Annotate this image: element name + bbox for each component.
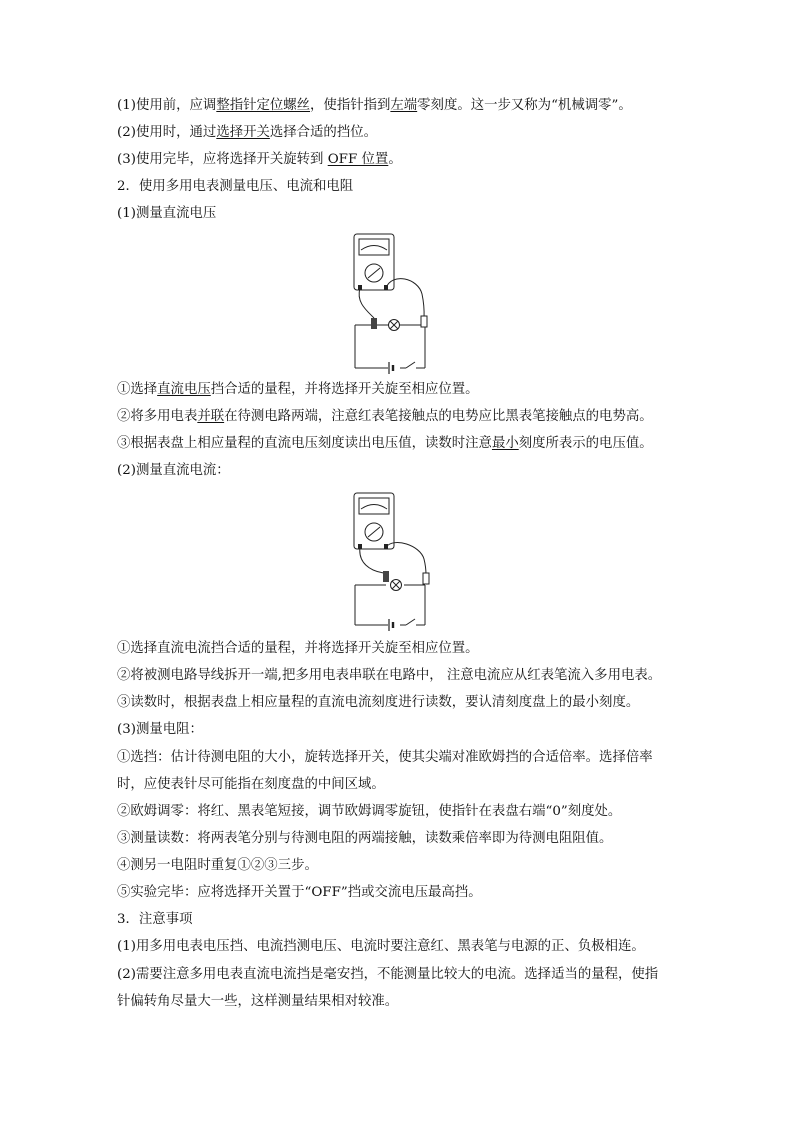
underlined-answer: OFF 位置	[327, 152, 389, 167]
note-2b: 针偏转角尽量大一些，这样测量结果相对较准。	[117, 994, 399, 1009]
text: 。	[388, 152, 402, 167]
meter-dial	[359, 239, 389, 255]
resistance-step-4: ④测另一电阻时重复①②③三步。	[117, 858, 318, 873]
underlined-answer: 整指针定位螺丝	[216, 98, 311, 113]
usage-step-3	[117, 151, 402, 169]
meter-dial	[359, 498, 389, 514]
text: 刻度所表示的电压值。	[518, 436, 653, 451]
section-heading-3: 3．注意事项	[117, 912, 193, 927]
text: ，使指针指到	[310, 98, 391, 113]
resistance-step-3: ③测量读数：将两表笔分别与待测电阻的两端接触，读数乘倍率即为待测电阻阻值。	[117, 831, 613, 846]
resistance-title: (3)测量电阻：	[117, 722, 203, 737]
usage-step-2	[117, 124, 377, 142]
usage-step-1	[117, 97, 632, 115]
text: 挡合适的量程，并将选择开关旋至相应位置。	[210, 382, 479, 397]
current-step-3: ③读数时，根据表盘上相应量程的直流电流刻度进行读数，要认清刻度盘上的最小刻度。	[117, 695, 640, 710]
voltage-step-2	[117, 408, 653, 426]
resistance-step-1b: 时，应使表针尽可能指在刻度盘的中间区域。	[117, 777, 385, 792]
current-step-2: ②将被测电路导线拆开一端,把多用电表串联在电路中， 注意电流应从红表笔流入多用电表。	[117, 668, 662, 683]
underlined-answer: 并联	[197, 409, 225, 424]
switch	[406, 362, 415, 368]
text: ①选择	[117, 382, 158, 397]
note-2a: (2)需要注意多用电表直流电流挡是毫安挡，不能测量比较大的电流。选择适当的量程，使指	[117, 967, 659, 982]
section-heading-2: 2．使用多用电表测量电压、电流和电阻	[117, 179, 354, 194]
text: 选择合适的挡位。	[269, 125, 377, 140]
underlined-answer: 左端	[390, 98, 418, 113]
voltage-title: (1)测量直流电压	[117, 206, 217, 221]
text: (3)使用完毕，应将选择开关旋转到	[117, 152, 328, 167]
text: ②将多用电表	[117, 409, 198, 424]
underlined-answer: 最小	[491, 436, 519, 451]
red-probe-lead	[386, 279, 424, 320]
black-probe-lead	[359, 288, 374, 318]
text: 零刻度。这一步又称为“机械调零”。	[417, 98, 632, 113]
voltage-step-1	[117, 381, 479, 399]
black-probe-lead	[360, 547, 384, 573]
text: 在待测电路两端，注意红表笔接触点的电势应比黑表笔接触点的电势高。	[224, 409, 653, 424]
voltage-measurement-figure	[340, 228, 450, 374]
resistance-step-2: ②欧姆调零：将红、黑表笔短接，调节欧姆调零旋钮，使指针在表盘右端“0”刻度处。	[117, 804, 622, 819]
current-measurement-figure	[340, 487, 450, 633]
current-step-1: ①选择直流电流挡合适的量程，并将选择开关旋至相应位置。	[117, 641, 479, 656]
text: ③根据表盘上相应量程的直流电压刻度读出电压值，读数时注意	[117, 436, 492, 451]
note-1: (1)用多用电表电压挡、电流挡测电压、电流时要注意红、黑表笔与电源的正、负极相连。	[117, 939, 645, 954]
voltage-step-3	[117, 435, 653, 453]
red-probe-lead	[386, 543, 426, 575]
underlined-answer: 选择开关	[216, 125, 270, 140]
text: (1)使用前，应调	[117, 98, 217, 113]
text: (2)使用时，通过	[117, 125, 217, 140]
resistance-step-1a: ①选挡：估计待测电阻的大小，旋转选择开关，使其尖端对准欧姆挡的合适倍率。选择倍率	[117, 750, 653, 765]
resistance-step-5: ⑤实验完毕：应将选择开关置于“OFF”挡或交流电压最高挡。	[117, 885, 482, 900]
underlined-answer: 直流电压	[157, 382, 211, 397]
switch	[406, 619, 415, 625]
current-title: (2)测量直流电流：	[117, 463, 230, 478]
